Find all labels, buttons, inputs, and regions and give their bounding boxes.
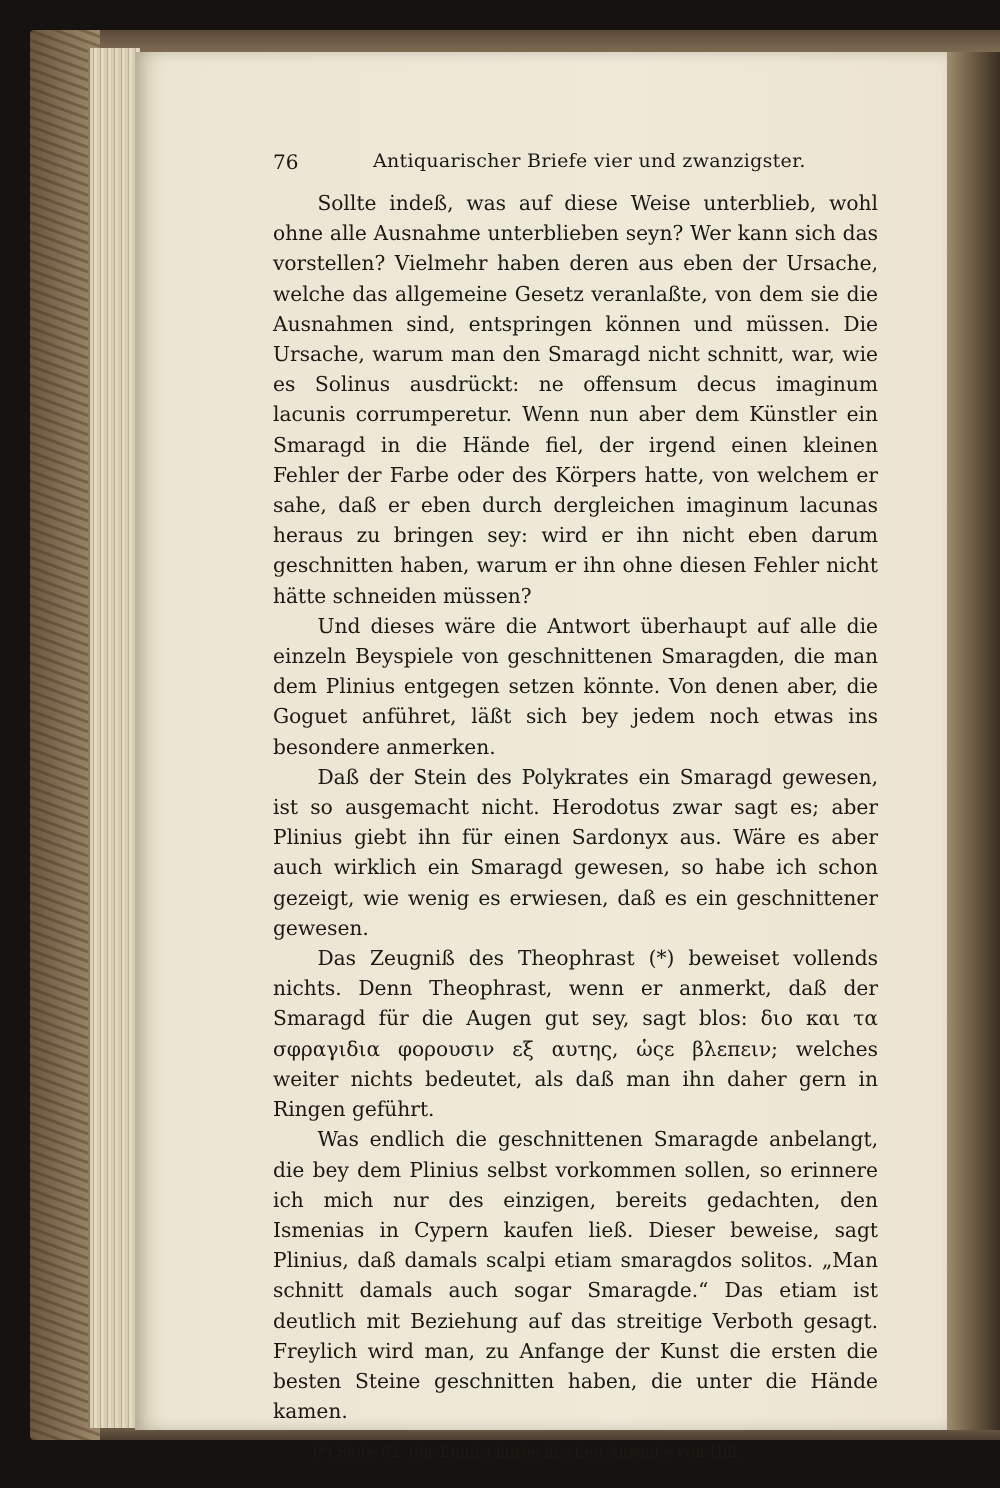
page-stack xyxy=(88,48,140,1428)
page-text-block xyxy=(273,140,878,1462)
paragraph: Was endlich die geschnittenen Smaragde anbelangt, die bey dem Plinius selbst vorkommen sollen, so erinnere ich mich nur des einzigen, bereits gedachten, den Ismenias in Cypern kaufen ließ. Dieser beweise, sagt Plinius, daß damals scalpi etiam smaragdos solitos. „Man schnitt damals auch sogar Smaragde.“ Das etiam ist deutlich mit Beziehung auf das streitige Verboth gesagt. Freylich wird man, zu Anfange der Kunst die ersten die besten Steine geschnitten haben, die unter die Hände kamen. xyxy=(273,1127,878,1424)
paragraph: Und dieses wäre die Antwort überhaupt auf alle die einzeln Beyspiele von geschnittenen Smaragden, die man dem Plinius entgegen setzen könnte. Von denen aber, die Goguet anführet, läßt sich bey jedem noch etwas ins besondere anmerken. xyxy=(273,613,878,759)
page-number: 76 xyxy=(273,150,299,174)
running-head: Antiquarischer Briefe vier und zwanzigster. xyxy=(373,150,806,172)
paragraph: Das Zeugniß des Theophrast (*) beweiset vollends nichts. Denn Theophrast, wenn er anmerkt, daß der Smaragd für die Augen gut sey, sagt blos: διο και τα σφραγιδια φορουσιν εξ αυτης, ὡςε βλεπειν; welches weiter nichts bedeutet, als daß man ihn daher gern in Ringen geführt. xyxy=(273,946,878,1122)
paragraph: Sollte indeß, was auf diese Weise unterblieb, wohl ohne alle Ausnahme unterblieben seyn? Wer kann sich das vorstellen? Vielmehr haben deren aus eben der Ursache, welche das allgemeine Gesetz veranlaßte, von dem sie die Ausnahmen sind, entspringen können und müssen. Die Ursache, warum man den Smaragd nicht schnitt, war, wie es Solinus ausdrückt: ne offensum decus imaginum lacunis corrumperetur. Wenn nun aber dem Künstler ein Smaragd in die Hände fiel, der irgend einen kleinen Fehler der Farbe oder des Körpers hatte, von welchem er sahe, daß er eben durch dergleichen imaginum lacunas heraus zu bringen sey: wird er ihn nicht eben darum geschnitten haben, warum er ihn ohne diesen Fehler nicht hätte schneiden müssen? xyxy=(273,191,878,608)
paragraph: Daß der Stein des Polykrates ein Smaragd gewesen, ist so ausgemacht nicht. Herodotus zwar sagt es; aber Plinius giebt ihn für einen Sardonyx aus. Wäre es aber auch wirklich ein Smaragd gewesen, so habe ich schon gezeigt, wie wenig es erwiesen, daß es ein geschnittener gewesen. xyxy=(273,764,878,940)
footnote: (*) Seite 62. der Englischgriechischen Ausgabe von Hill. xyxy=(313,1443,742,1462)
gutter-shadow xyxy=(947,52,1000,1430)
page-body xyxy=(273,188,878,1426)
page-header xyxy=(273,140,878,180)
